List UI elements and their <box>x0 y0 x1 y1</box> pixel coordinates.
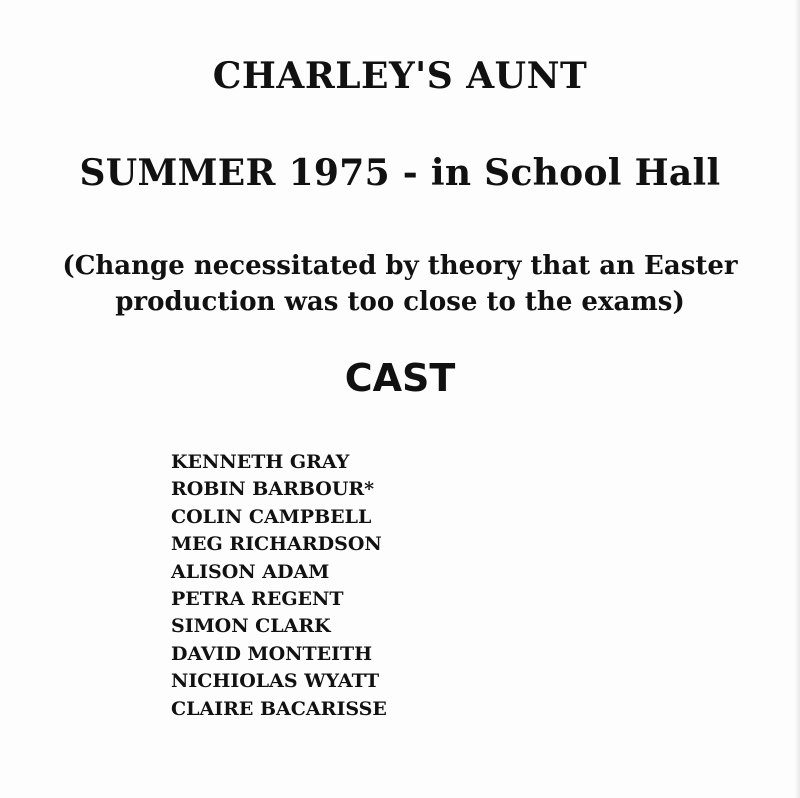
performance-date-venue: SUMMER 1975 - in School Hall <box>79 152 721 194</box>
cast-member: KENNETH GRAY <box>171 451 350 473</box>
cast-member: SIMON CLARK <box>171 615 331 638</box>
cast-list <box>171 449 387 723</box>
note-line-1: (Change necessitated by theory that an Easter <box>62 251 738 281</box>
cast-member: DAVID MONTEITH <box>171 642 373 665</box>
note-line-2: production was too close to the exams) <box>115 287 685 317</box>
cast-member: COLIN CAMPBELL <box>171 505 372 528</box>
play-title: CHARLEY'S AUNT <box>212 55 588 97</box>
cast-heading: CAST <box>344 356 456 400</box>
cast-member: NICHIOLAS WYATT <box>171 670 380 693</box>
cast-member: ROBIN BARBOUR* <box>171 478 375 501</box>
cast-member: CLAIRE BACARISSE <box>171 697 387 720</box>
cast-member: ALISON ADAM <box>171 560 330 583</box>
cast-member: PETRA REGENT <box>171 587 344 610</box>
cast-member: MEG RICHARDSON <box>171 533 382 556</box>
